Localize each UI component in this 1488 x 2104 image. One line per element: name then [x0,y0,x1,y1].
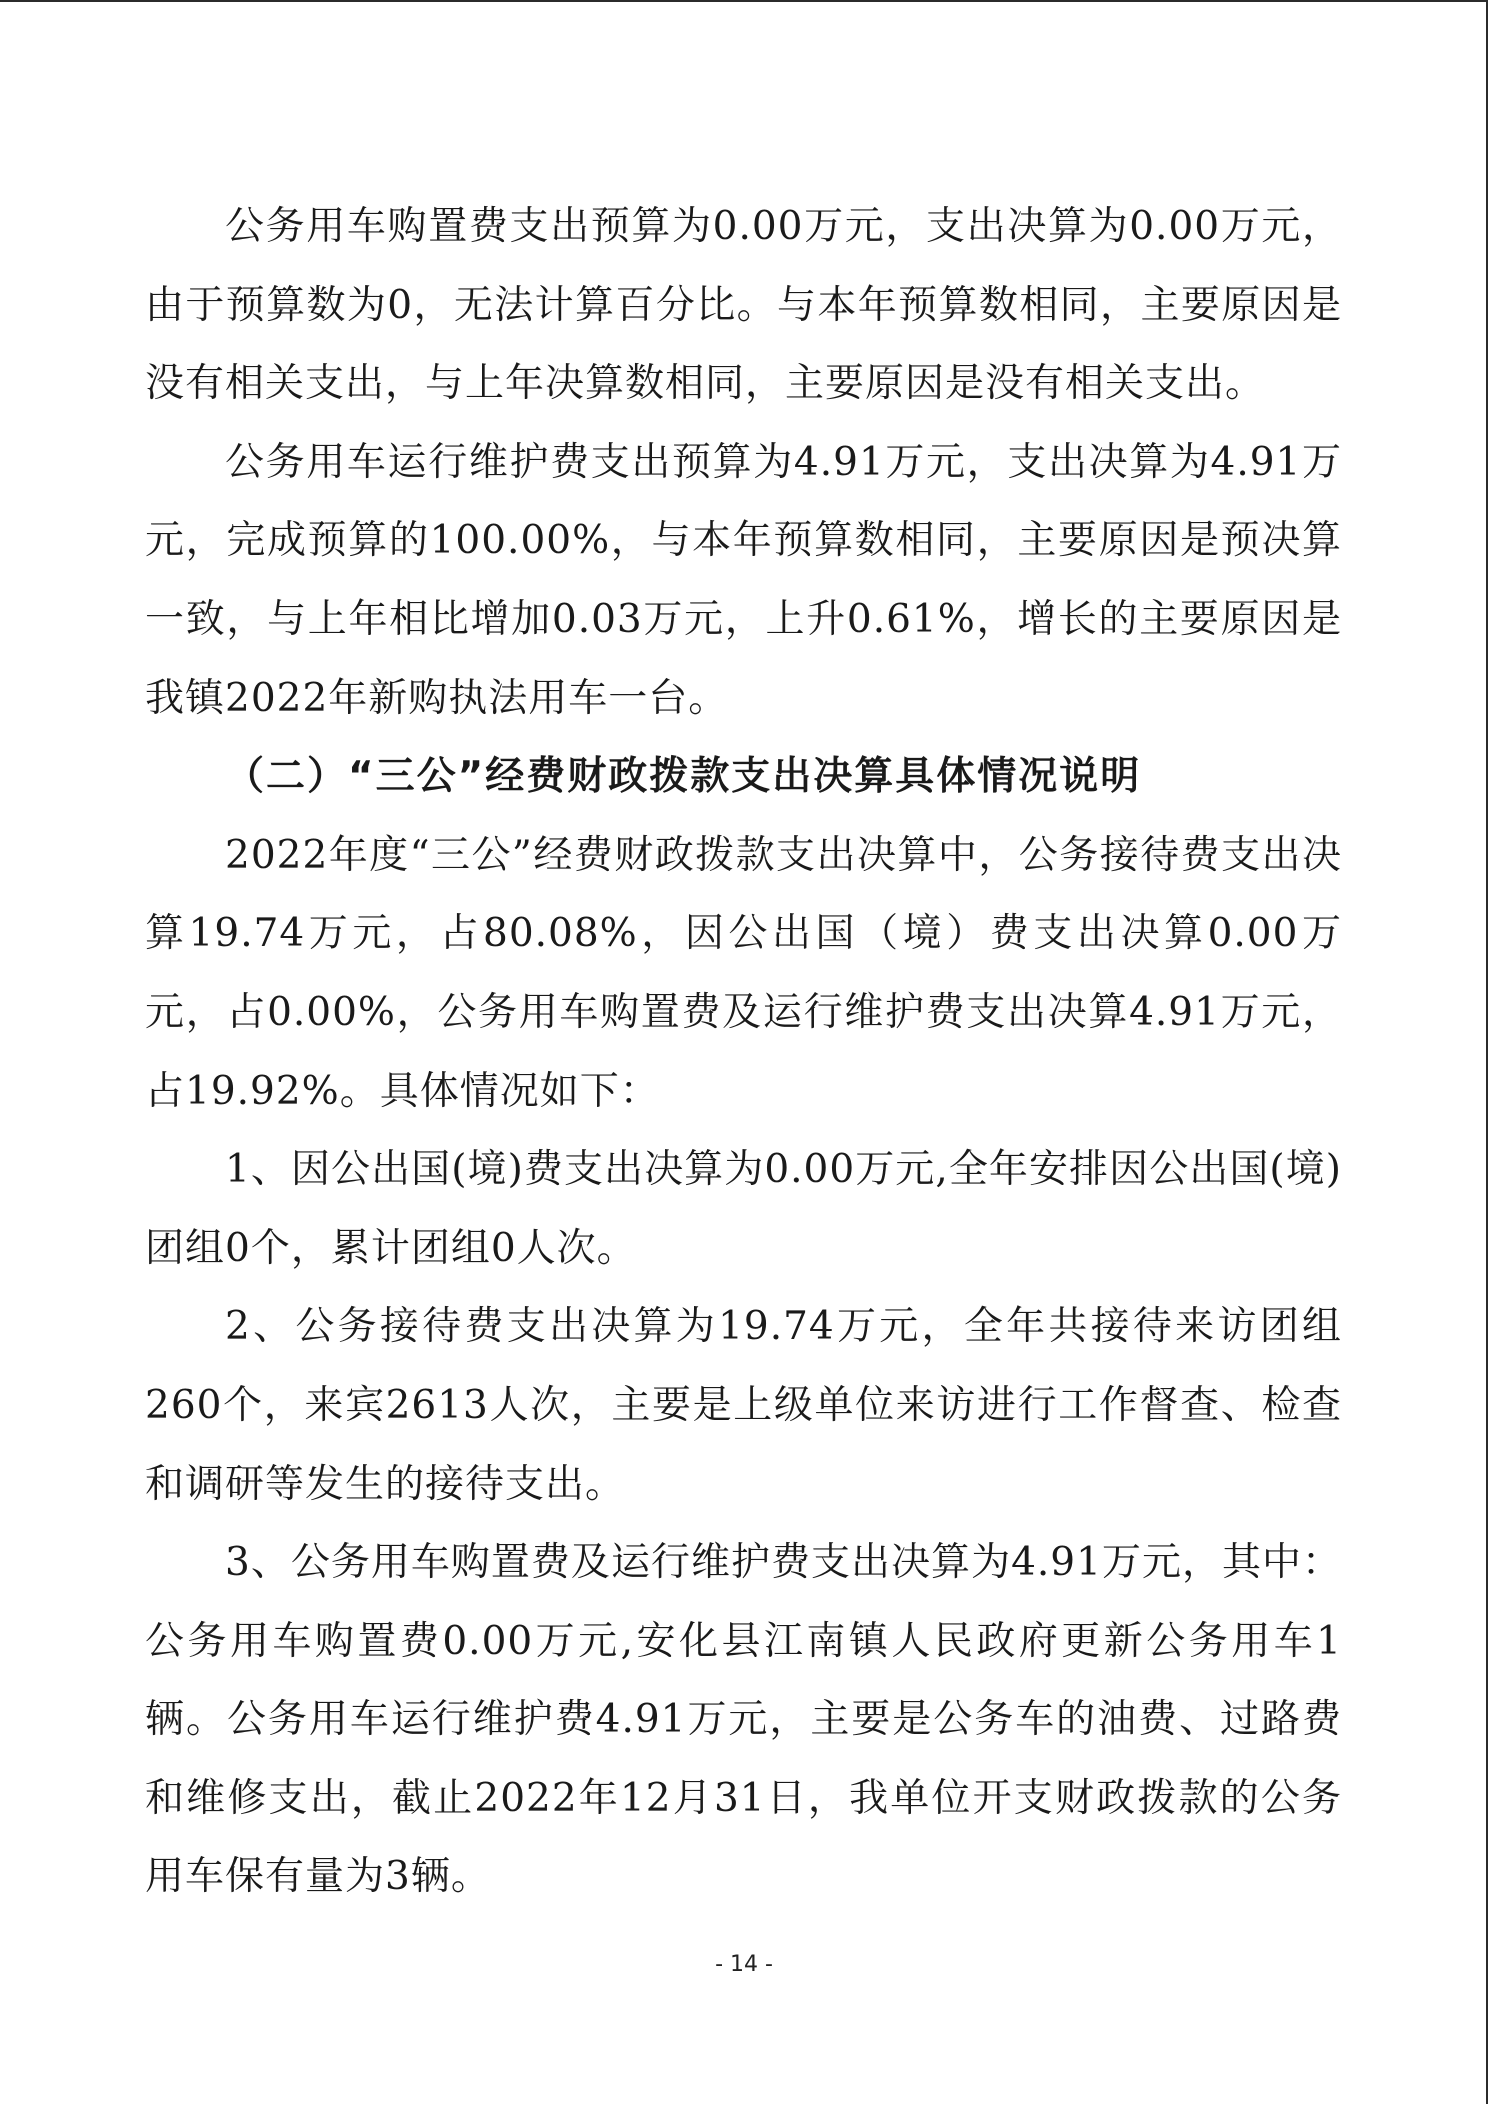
document-body [145,188,1342,1917]
paragraph-item-overseas: 1、因公出国(境)费支出决算为0.00万元,全年安排因公出国(境)团组0个，累计团组0人次。 [145,1147,1342,1271]
paragraph-vehicle-purchase: 公务用车购置费支出预算为0.00万元，支出决算为0.00万元，由于预算数为0，无法计算百分比。与本年预算数相同，主要原因是没有相关支出，与上年决算数相同，主要原因是没有相关支出。 [145,204,1342,407]
paragraph-vehicle-maintenance: 公务用车运行维护费支出预算为4.91万元，支出决算为4.91万元，完成预算的100.00%，与本年预算数相同，主要原因是预决算一致，与上年相比增加0.03万元，上升0.61%，增长的主要原因是我镇2022年新购执法用车一台。 [145,439,1342,721]
paragraph-item-reception: 2、公务接待费支出决算为19.74万元，全年共接待来访团组260个，来宾2613人次，主要是上级单位来访进行工作督查、检查和调研等发生的接待支出。 [145,1304,1342,1507]
paragraph-item-vehicles: 3、公务用车购置费及运行维护费支出决算为4.91万元，其中：公务用车购置费0.00万元,安化县江南镇人民政府更新公务用车1辆。公务用车运行维护费4.91万元，主要是公务车的油费、过路费和维修支出，截止2022年12月31日，我单位开支财政拨款的公务用车保有量为3辆。 [145,1540,1342,1900]
paragraph-summary: 2022年度“三公”经费财政拨款支出决算中，公务接待费支出决算19.74万元，占80.08%，因公出国（境）费支出决算0.00万元，占0.00%，公务用车购置费及运行维护费支出决算4.91万元，占19.92%。具体情况如下： [145,832,1342,1114]
page-number: - 14 - [715,1952,773,1977]
section-heading: （二）“三公”经费财政拨款支出决算具体情况说明 [225,754,1142,800]
